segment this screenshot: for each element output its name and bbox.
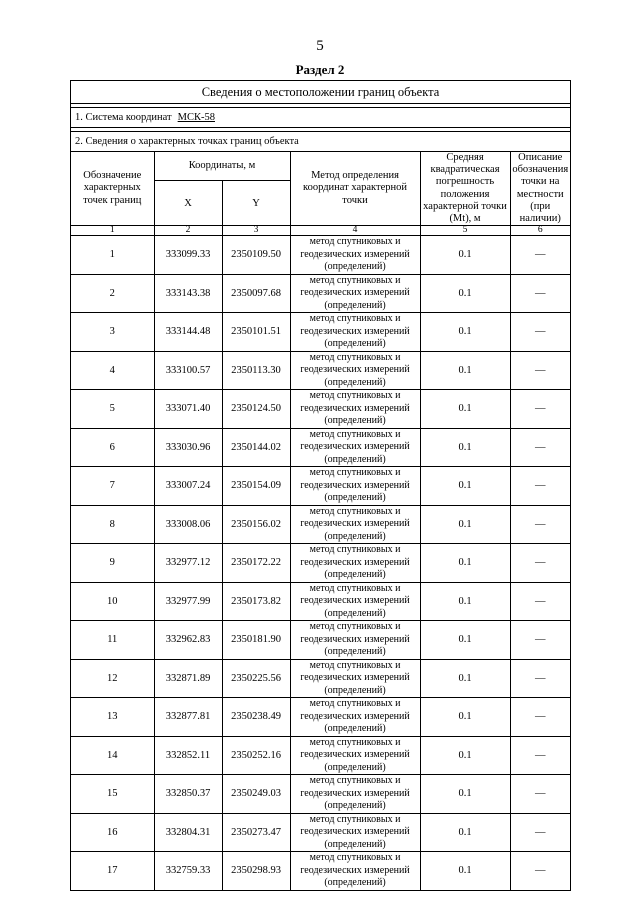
point-y: 2350173.82 <box>222 582 290 621</box>
point-error: 0.1 <box>420 390 510 429</box>
point-y: 2350181.90 <box>222 621 290 660</box>
point-y: 2350097.68 <box>222 274 290 313</box>
point-method: метод спутниковых и геодезических измерений (определений) <box>290 582 420 621</box>
page-number: 5 <box>316 38 324 54</box>
point-x: 333144.48 <box>154 313 222 352</box>
coordinate-system-row <box>71 108 570 128</box>
coordinate-system-value: МСК-58 <box>177 112 215 123</box>
point-method: метод спутниковых и геодезических измерений (определений) <box>290 736 420 775</box>
point-description: — <box>510 582 570 621</box>
column-number: 6 <box>510 226 570 236</box>
header-x: X <box>154 181 222 226</box>
point-y: 2350154.09 <box>222 467 290 506</box>
point-error: 0.1 <box>420 813 510 852</box>
point-error: 0.1 <box>420 505 510 544</box>
point-description: — <box>510 775 570 814</box>
point-x: 332871.89 <box>154 659 222 698</box>
point-number: 1 <box>71 236 154 275</box>
point-method: метод спутниковых и геодезических измерений (определений) <box>290 813 420 852</box>
point-y: 2350249.03 <box>222 775 290 814</box>
point-method: метод спутниковых и геодезических измерений (определений) <box>290 351 420 390</box>
point-y: 2350109.50 <box>222 236 290 275</box>
point-description: — <box>510 659 570 698</box>
point-y: 2350101.51 <box>222 313 290 352</box>
point-error: 0.1 <box>420 467 510 506</box>
column-number: 5 <box>420 226 510 236</box>
point-y: 2350273.47 <box>222 813 290 852</box>
point-method: метод спутниковых и геодезических измерений (определений) <box>290 236 420 275</box>
point-method: метод спутниковых и геодезических измерений (определений) <box>290 544 420 583</box>
header-coordinates: Координаты, м <box>154 152 290 181</box>
point-y: 2350298.93 <box>222 852 290 890</box>
point-x: 332804.31 <box>154 813 222 852</box>
column-numbers-row <box>71 226 570 236</box>
point-description: — <box>510 544 570 583</box>
point-x: 333100.57 <box>154 351 222 390</box>
point-method: метод спутниковых и геодезических измерений (определений) <box>290 274 420 313</box>
point-number: 9 <box>71 544 154 583</box>
column-number: 3 <box>222 226 290 236</box>
point-number: 5 <box>71 390 154 429</box>
point-number: 2 <box>71 274 154 313</box>
table-row <box>71 736 570 775</box>
point-description: — <box>510 813 570 852</box>
column-number: 2 <box>154 226 222 236</box>
table-row <box>71 621 570 660</box>
table-row <box>71 313 570 352</box>
point-x: 333099.33 <box>154 236 222 275</box>
point-number: 11 <box>71 621 154 660</box>
header-description: Описание обозначения точки на местности (при наличии) <box>510 152 570 226</box>
points-heading: 2. Сведения о характерных точках границ объекта <box>71 132 570 152</box>
point-x: 332962.83 <box>154 621 222 660</box>
point-y: 2350156.02 <box>222 505 290 544</box>
point-error: 0.1 <box>420 736 510 775</box>
point-number: 10 <box>71 582 154 621</box>
point-description: — <box>510 313 570 352</box>
point-description: — <box>510 428 570 467</box>
column-number: 1 <box>71 226 154 236</box>
points-table-body <box>71 236 570 890</box>
point-y: 2350225.56 <box>222 659 290 698</box>
points-table <box>71 152 570 890</box>
point-number: 14 <box>71 736 154 775</box>
point-x: 332877.81 <box>154 698 222 737</box>
point-method: метод спутниковых и геодезических измерений (определений) <box>290 313 420 352</box>
point-x: 332759.33 <box>154 852 222 890</box>
point-description: — <box>510 621 570 660</box>
table-row <box>71 236 570 275</box>
point-x: 333007.24 <box>154 467 222 506</box>
header-y: Y <box>222 181 290 226</box>
point-error: 0.1 <box>420 313 510 352</box>
point-error: 0.1 <box>420 621 510 660</box>
header-designation: Обозначение характерных точек границ <box>71 152 154 226</box>
table-row <box>71 428 570 467</box>
point-description: — <box>510 274 570 313</box>
point-description: — <box>510 505 570 544</box>
section-title: Раздел 2 <box>295 62 345 77</box>
point-x: 332977.12 <box>154 544 222 583</box>
point-error: 0.1 <box>420 351 510 390</box>
point-x: 332852.11 <box>154 736 222 775</box>
point-method: метод спутниковых и геодезических измерений (определений) <box>290 659 420 698</box>
point-description: — <box>510 698 570 737</box>
point-number: 4 <box>71 351 154 390</box>
point-number: 8 <box>71 505 154 544</box>
point-number: 3 <box>71 313 154 352</box>
point-method: метод спутниковых и геодезических измерений (определений) <box>290 505 420 544</box>
point-description: — <box>510 351 570 390</box>
point-number: 13 <box>71 698 154 737</box>
header-method: Метод определения координат характерной точки <box>290 152 420 226</box>
point-number: 6 <box>71 428 154 467</box>
table-row <box>71 775 570 814</box>
point-description: — <box>510 390 570 429</box>
table-row <box>71 351 570 390</box>
point-y: 2350238.49 <box>222 698 290 737</box>
point-method: метод спутниковых и геодезических измерений (определений) <box>290 621 420 660</box>
point-method: метод спутниковых и геодезических измерений (определений) <box>290 852 420 890</box>
table-row <box>71 852 570 890</box>
point-x: 332850.37 <box>154 775 222 814</box>
point-y: 2350252.16 <box>222 736 290 775</box>
point-error: 0.1 <box>420 852 510 890</box>
table-row <box>71 813 570 852</box>
point-y: 2350124.50 <box>222 390 290 429</box>
point-description: — <box>510 852 570 890</box>
coordinate-system-label: 1. Система координат <box>75 112 172 123</box>
point-error: 0.1 <box>420 428 510 467</box>
point-description: — <box>510 467 570 506</box>
table-row <box>71 390 570 429</box>
table-row <box>71 582 570 621</box>
point-number: 16 <box>71 813 154 852</box>
point-error: 0.1 <box>420 775 510 814</box>
point-method: метод спутниковых и геодезических измерений (определений) <box>290 428 420 467</box>
point-description: — <box>510 736 570 775</box>
point-method: метод спутниковых и геодезических измерений (определений) <box>290 698 420 737</box>
point-error: 0.1 <box>420 236 510 275</box>
point-y: 2350113.30 <box>222 351 290 390</box>
point-description: — <box>510 236 570 275</box>
point-method: метод спутниковых и геодезических измерений (определений) <box>290 390 420 429</box>
point-x: 333143.38 <box>154 274 222 313</box>
table-row <box>71 467 570 506</box>
column-number: 4 <box>290 226 420 236</box>
point-error: 0.1 <box>420 274 510 313</box>
point-number: 15 <box>71 775 154 814</box>
point-x: 333071.40 <box>154 390 222 429</box>
point-error: 0.1 <box>420 659 510 698</box>
header-error: Средняя квадратическая погрешность положения характерной точки (Mt), м <box>420 152 510 226</box>
point-error: 0.1 <box>420 582 510 621</box>
table-row <box>71 505 570 544</box>
point-y: 2350144.02 <box>222 428 290 467</box>
point-number: 7 <box>71 467 154 506</box>
boundary-points-form <box>70 80 571 891</box>
table-title: Сведения о местоположении границ объекта <box>71 81 570 104</box>
table-row <box>71 698 570 737</box>
point-x: 332977.99 <box>154 582 222 621</box>
point-error: 0.1 <box>420 544 510 583</box>
point-y: 2350172.22 <box>222 544 290 583</box>
point-error: 0.1 <box>420 698 510 737</box>
point-x: 333030.96 <box>154 428 222 467</box>
point-number: 17 <box>71 852 154 890</box>
point-method: метод спутниковых и геодезических измерений (определений) <box>290 775 420 814</box>
table-row <box>71 659 570 698</box>
point-x: 333008.06 <box>154 505 222 544</box>
point-number: 12 <box>71 659 154 698</box>
point-method: метод спутниковых и геодезических измерений (определений) <box>290 467 420 506</box>
table-row <box>71 274 570 313</box>
table-row <box>71 544 570 583</box>
